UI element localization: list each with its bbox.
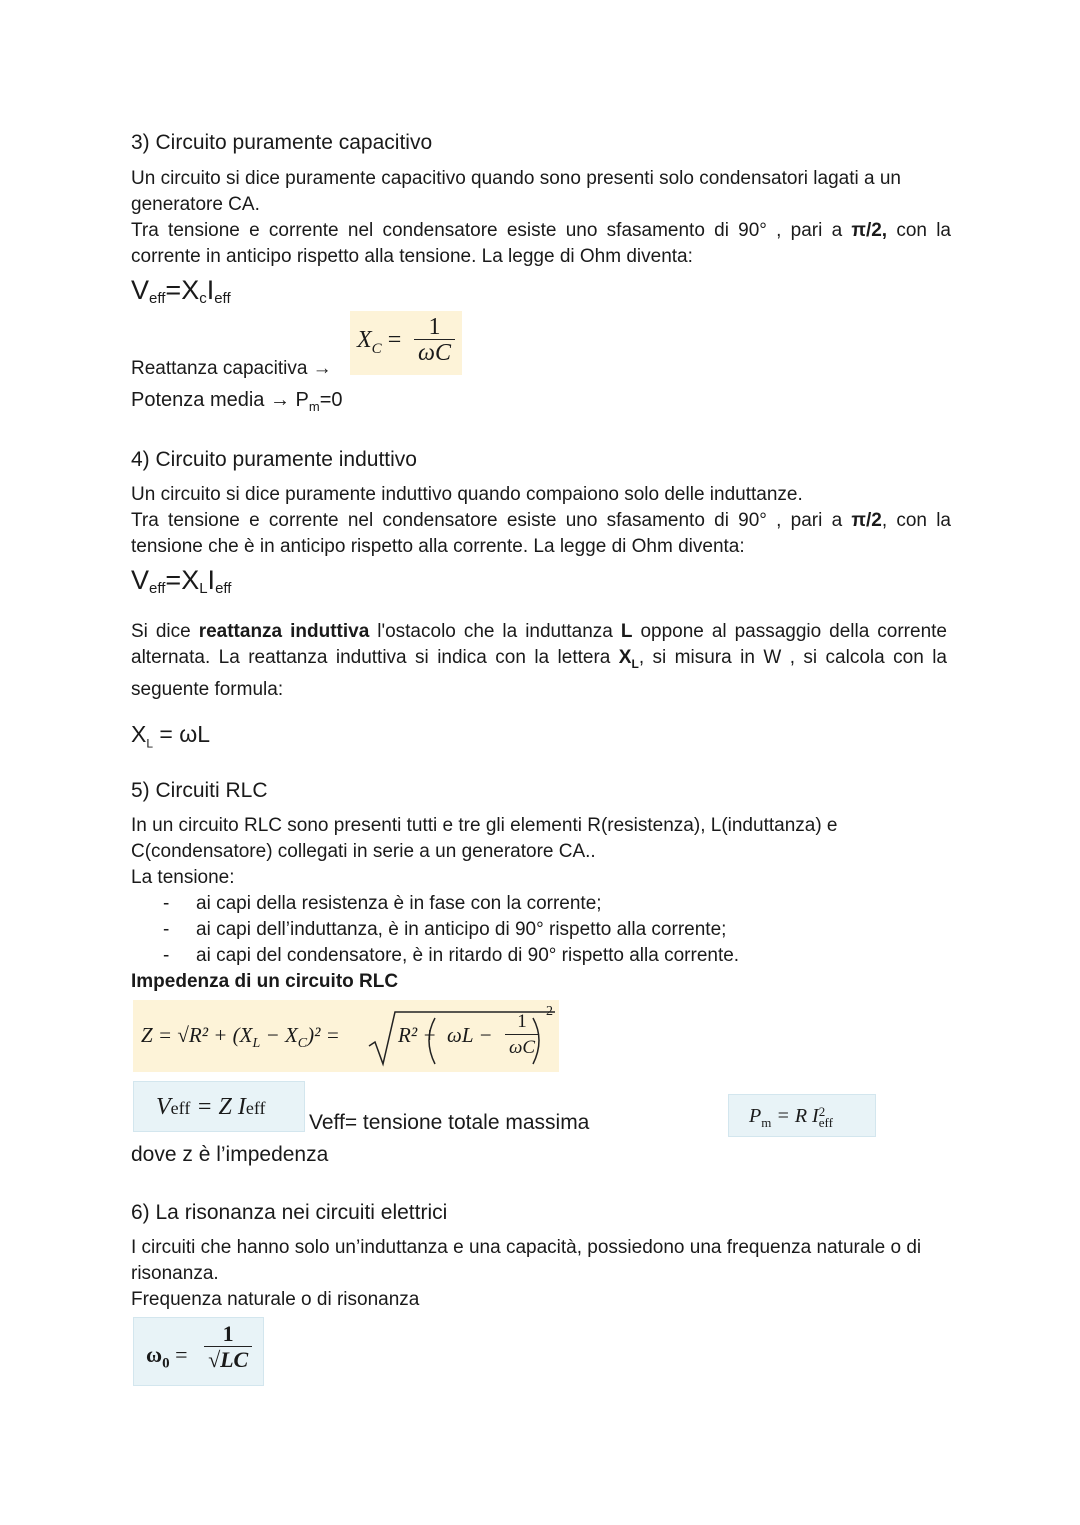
text: con la corrente in anticipo rispetto alla tensione. La legge di Ohm diventa: — [131, 220, 951, 267]
text: , con la tensione che è in anticipo rispetto alla corrente. La legge di Ohm diventa: — [131, 510, 951, 557]
subscript: eff — [170, 1098, 191, 1118]
subscript: L — [252, 1036, 261, 1052]
subscript: L — [631, 656, 639, 671]
symbol: X — [618, 647, 632, 668]
text: Potenza media → P — [131, 389, 309, 411]
section-6-para1: I circuiti che hanno solo un’induttanza e una capacità, possiedono una frequenza naturale o di risonanza. — [131, 1237, 922, 1284]
ohm-law-capacitive — [131, 275, 231, 307]
symbol: I — [207, 565, 216, 595]
list-item: - ai capi dell’induttanza, è in anticipo di 90° rispetto alla corrente; — [131, 917, 951, 943]
section-4-title: 4) Circuito puramente induttivo — [131, 448, 417, 471]
impedance-formula-box — [133, 1000, 559, 1072]
section-6-para2: Frequenza naturale o di risonanza — [131, 1289, 420, 1310]
symbol: V — [156, 1094, 171, 1120]
section-6-title: 6) La risonanza nei circuiti elettrici — [131, 1201, 448, 1224]
section-4-para2 — [131, 508, 951, 560]
text: Tra tensione e corrente nel condensatore esiste uno sfasamento di 90° , pari a — [131, 220, 852, 241]
text: Si dice — [131, 621, 199, 642]
subscript: m — [761, 1115, 772, 1130]
symbol: V — [131, 565, 150, 595]
symbol: L — [620, 621, 633, 642]
numerator: 1 — [505, 1010, 539, 1035]
section-5-para1: In un circuito RLC sono presenti tutti e tre gli elementi R(resistenza), L(induttanza) e C(condensatore) collegati in serie a un generatore CA.. — [131, 815, 838, 862]
reattanza-capacitiva-label: Reattanza capacitiva → — [131, 358, 332, 379]
symbol: V — [131, 275, 150, 305]
numerator: 1 — [414, 315, 455, 340]
symbol: ω — [146, 1342, 163, 1367]
xl-formula — [131, 721, 210, 751]
section-3-title: 3) Circuito puramente capacitivo — [131, 131, 433, 154]
symbol: =X — [165, 275, 200, 305]
formula-part: )² = — [307, 1023, 340, 1047]
formula-part: R² + — [398, 1023, 437, 1047]
text: , si misura in W , si calcola con la seguente formula: — [131, 647, 947, 700]
subscript: eff — [149, 580, 166, 597]
superscript: 2 — [818, 1104, 826, 1120]
exponent: 2 — [546, 1004, 553, 1019]
pm-formula-box — [728, 1094, 876, 1137]
subscript: eff — [149, 290, 166, 307]
symbol: P — [749, 1105, 762, 1127]
section-3-para2 — [131, 218, 951, 270]
subscript: C — [297, 1036, 308, 1052]
section-5-para2: La tensione: — [131, 867, 235, 888]
phase-value: π/2, — [851, 220, 888, 241]
dove-z-impedenza: dove z è l’impedenza — [131, 1143, 329, 1166]
term: reattanza induttiva — [198, 621, 370, 642]
formula-part: Z = √R² + (X — [141, 1023, 253, 1047]
subscript: eff — [215, 580, 232, 597]
voltage-list — [131, 891, 951, 969]
denominator: ωC — [418, 340, 451, 366]
reattanza-induttiva-definition — [131, 619, 947, 703]
symbol: = — [387, 327, 402, 353]
subscript: L — [199, 580, 208, 597]
subscript: L — [146, 736, 154, 751]
section-5-title: 5) Circuiti RLC — [131, 779, 268, 802]
veff-note: Veff= tensione totale massima — [309, 1111, 590, 1134]
denominator: √LC — [208, 1347, 249, 1372]
subscript: m — [308, 399, 320, 414]
impedenza-title: Impedenza di un circuito RLC — [131, 971, 399, 992]
veff-formula-box — [133, 1081, 305, 1132]
list-item: - ai capi del condensatore, è in ritardo di 90° rispetto alla corrente. — [131, 943, 951, 969]
list-item: - ai capi della resistenza è in fase con la corrente; — [131, 891, 951, 917]
subscript: eff — [818, 1115, 833, 1131]
formula-part: ωL − — [447, 1023, 493, 1047]
symbol: X — [131, 721, 147, 747]
section-4-para1: Un circuito si dice puramente induttivo quando compaiono solo delle induttanze. — [131, 484, 803, 505]
impedance-fraction — [505, 1010, 539, 1061]
phase-value: π/2 — [851, 510, 882, 531]
symbol: =X — [165, 565, 200, 595]
numerator: 1 — [204, 1322, 252, 1347]
symbol: X — [357, 327, 372, 353]
ohm-law-inductive — [131, 565, 231, 597]
subscript: C — [371, 340, 382, 357]
section-3-para1: Un circuito si dice puramente capacitivo quando sono presenti solo condensatori lagati a un generatore CA. — [131, 168, 901, 215]
potenza-media — [131, 387, 951, 420]
resonance-formula-box — [133, 1317, 264, 1386]
text: = ωL — [153, 721, 210, 747]
resonance-fraction — [204, 1322, 252, 1373]
text: oppone al passaggio della corrente alternata. La reattanza induttiva si indica con la lettera — [131, 621, 947, 668]
text: l'ostacolo che la induttanza — [369, 621, 621, 642]
subscript: 0 — [162, 1355, 170, 1372]
formula-part: = Z I — [190, 1094, 246, 1120]
symbol: = — [175, 1342, 188, 1367]
symbol: I — [206, 275, 215, 305]
subscript: c — [199, 290, 207, 307]
denominator: ωC — [509, 1037, 536, 1058]
formula-part: − X — [260, 1023, 298, 1047]
formula-part: = R I — [771, 1105, 819, 1127]
text: =0 — [319, 389, 343, 411]
text: Tra tensione e corrente nel condensatore esiste uno sfasamento di 90° , pari a — [131, 510, 852, 531]
subscript: eff — [245, 1098, 266, 1118]
subscript: eff — [214, 290, 231, 307]
